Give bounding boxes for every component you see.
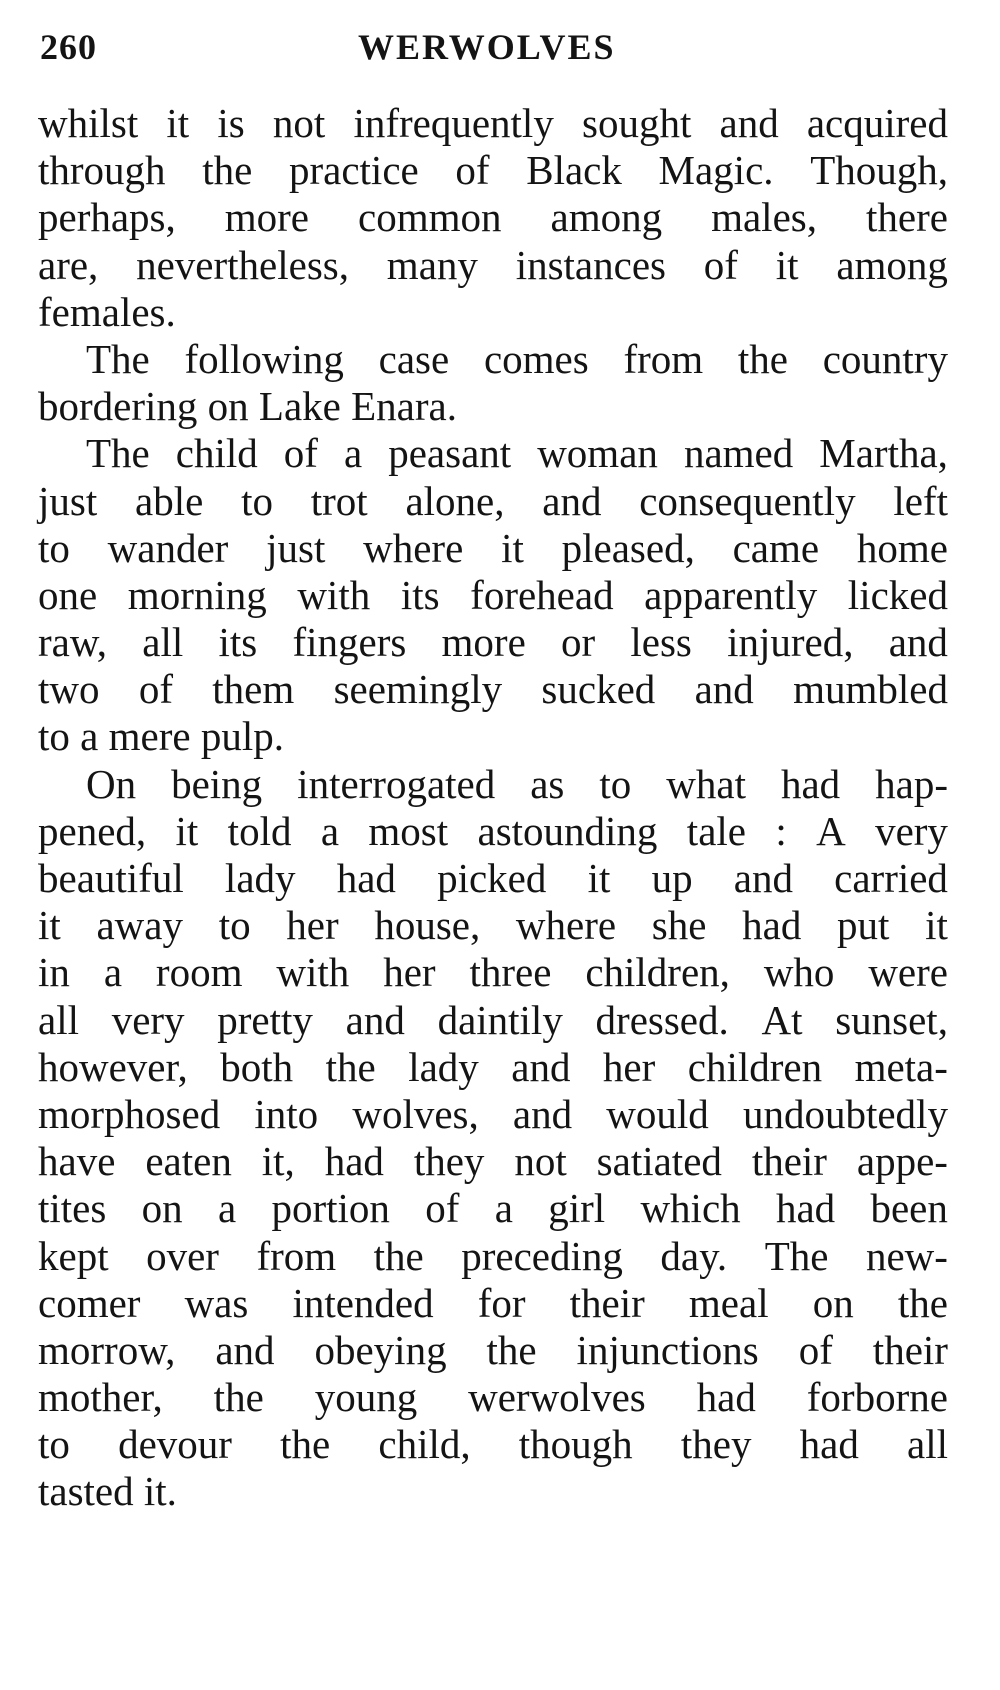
text-line: tasted it. [38,1468,177,1515]
text-line: one morning with its forehead apparently licked [38,571,948,618]
text-line: comer was intended for their meal on the [38,1279,948,1326]
text-line: however, both the lady and her children meta- [38,1043,948,1090]
text-line: raw, all its fingers more or less injured, and [38,619,948,666]
text-line: two of them seemingly sucked and mumbled [38,666,948,713]
text-line: On being interrogated as to what had hap- [86,760,948,807]
text-line: have eaten it, had they not satiated their appe- [38,1138,948,1185]
chapter-title: WERWOLVES [358,27,616,67]
text-line: The child of a peasant woman named Martha, [86,430,948,477]
paragraph [38,100,948,336]
text-line: all very pretty and daintily dressed. At sunset, [38,996,948,1043]
text-line: it away to her house, where she had put it [38,902,948,949]
text-line: pened, it told a most astounding tale : A very [38,807,948,854]
text-line: morrow, and obeying the injunctions of their [38,1326,948,1373]
text-line: The following case comes from the country [86,335,948,382]
text-line: through the practice of Black Magic. Though, [38,147,948,194]
text-line: females. [38,288,176,335]
page-number: 260 [40,27,97,67]
text-line: beautiful lady had picked it up and carried [38,855,948,901]
text-line: whilst it is not infrequently sought and acquired [38,100,948,146]
text-line: to devour the child, though they had all [38,1421,948,1468]
running-head [40,26,640,86]
paragraph [38,336,948,430]
text-line: tites on a portion of a girl which had been [38,1185,948,1232]
text-line: to wander just where it pleased, came home [38,524,948,571]
text-line: mother, the young werwolves had forborne [38,1374,948,1421]
text-line: morphosed into wolves, and would undoubtedly [38,1090,948,1137]
text-line: to a mere pulp. [38,713,284,760]
text-line: in a room with her three children, who were [38,949,948,996]
text-line: just able to trot alone, and consequently left [38,477,948,524]
paragraph [38,761,948,1516]
paragraph [38,430,948,760]
body-text [38,100,948,1516]
text-line: are, nevertheless, many instances of it among [38,241,948,288]
text-line: perhaps, more common among males, there [38,194,948,241]
text-line: kept over from the preceding day. The new- [38,1232,948,1279]
text-line: bordering on Lake Enara. [38,383,457,430]
